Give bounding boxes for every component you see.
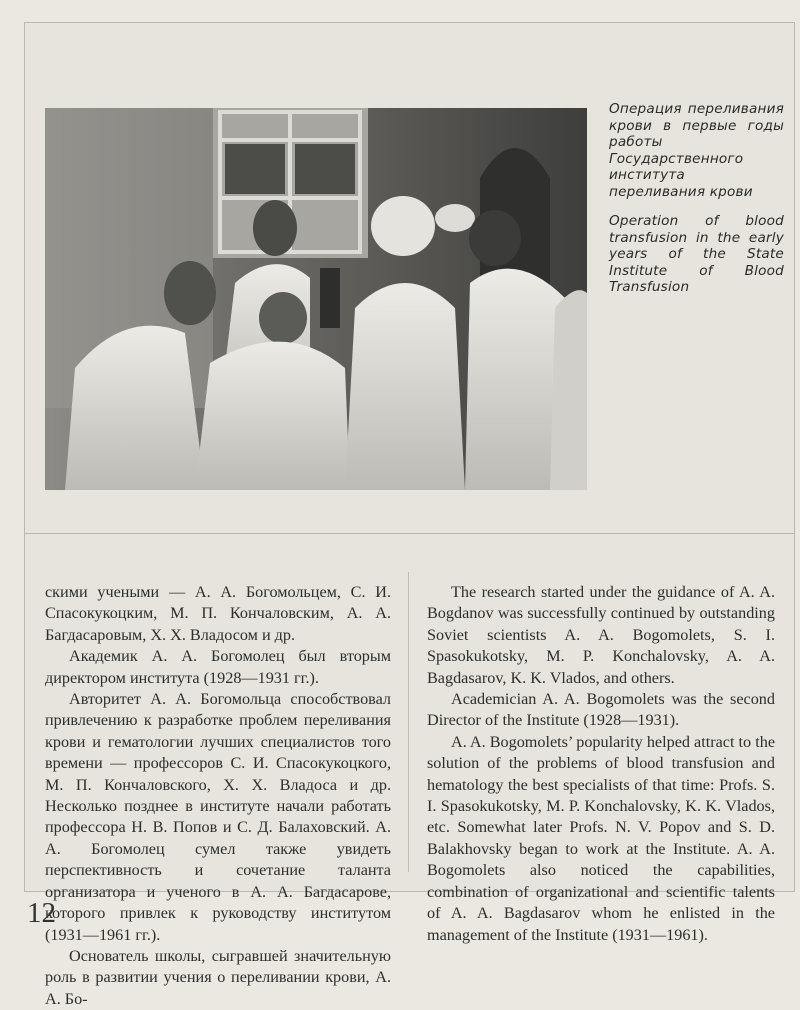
- paragraph: A. A. Bogomolets’ popularity helped attract to the solution of the problems of blood transfusion and hematology the best specialists of that time: Profs. S. I. Spasokukotsky, M. P. Konchalovsky, K. K. Vlados, etc. Somewhat later Profs. N. V. Popov and S. D. Balakhovsky began to work at the Institute. A. A. Bogomolets also noticed the capabilities, combination of organizational and scientific talents of A. A. Bagdasarov whom he enlisted in the management of the Institute (1931—1961).: [427, 732, 775, 944]
- paragraph: Academician A. A. Bogomolets was the second Director of the Institute (1928—1931).: [427, 690, 775, 730]
- paragraph: The research started under the guidance of A. A. Bogdanov was successfully continued by outstanding Soviet scientists A. A. Bogomolets, S. I. Spasokukotsky, M. P. Konchalovsky, A. A. Bagdasarov, K. K. Vlados, and others.: [427, 583, 775, 687]
- paragraph: скими учеными — А. А. Богомольцем, С. И. Спасокукоцким, М. П. Кончаловским, А. А. Багдасаровым, Х. Х. Владосом и др.: [45, 583, 391, 644]
- section-divider: [24, 533, 795, 534]
- caption-english: Operation of blood transfusion in the early years of the State Institute of Blood Transfusion: [609, 213, 784, 295]
- paragraph: Основатель школы, сыгравшей значительную роль в развитии учения о переливании крови, А. А. Бо-: [45, 946, 391, 1008]
- caption-russian: Операция переливания крови в первые годы работы Государственного института переливания крови: [609, 101, 784, 200]
- photo-caption: [609, 101, 784, 296]
- column-divider: [408, 572, 409, 872]
- russian-text-column: [45, 582, 391, 1010]
- historical-photo: [45, 108, 587, 490]
- page-number: 12: [27, 897, 56, 929]
- paragraph: Академик А. А. Богомолец был вторым директором института (1928—1931 гг.).: [45, 647, 391, 687]
- english-text-column: [427, 582, 775, 946]
- paragraph: Авторитет А. А. Богомольца способствовал привлечению к разработке проблем переливания крови и гематологии лучших специалистов того времени — профессоров С. И. Спасокукоцкого, М. П. Кончаловского, Х. Х. Владоса и др. Несколько позднее в институте начали работать профессора Н. В. Попов и С. Д. Балаховский. А. А. Богомолец сумел также увидеть перспективность и сочетание таланта организатора и ученого в А. А. Багдасарове, которого привлек к руководству институтом (1931—1961 гг.).: [45, 690, 391, 944]
